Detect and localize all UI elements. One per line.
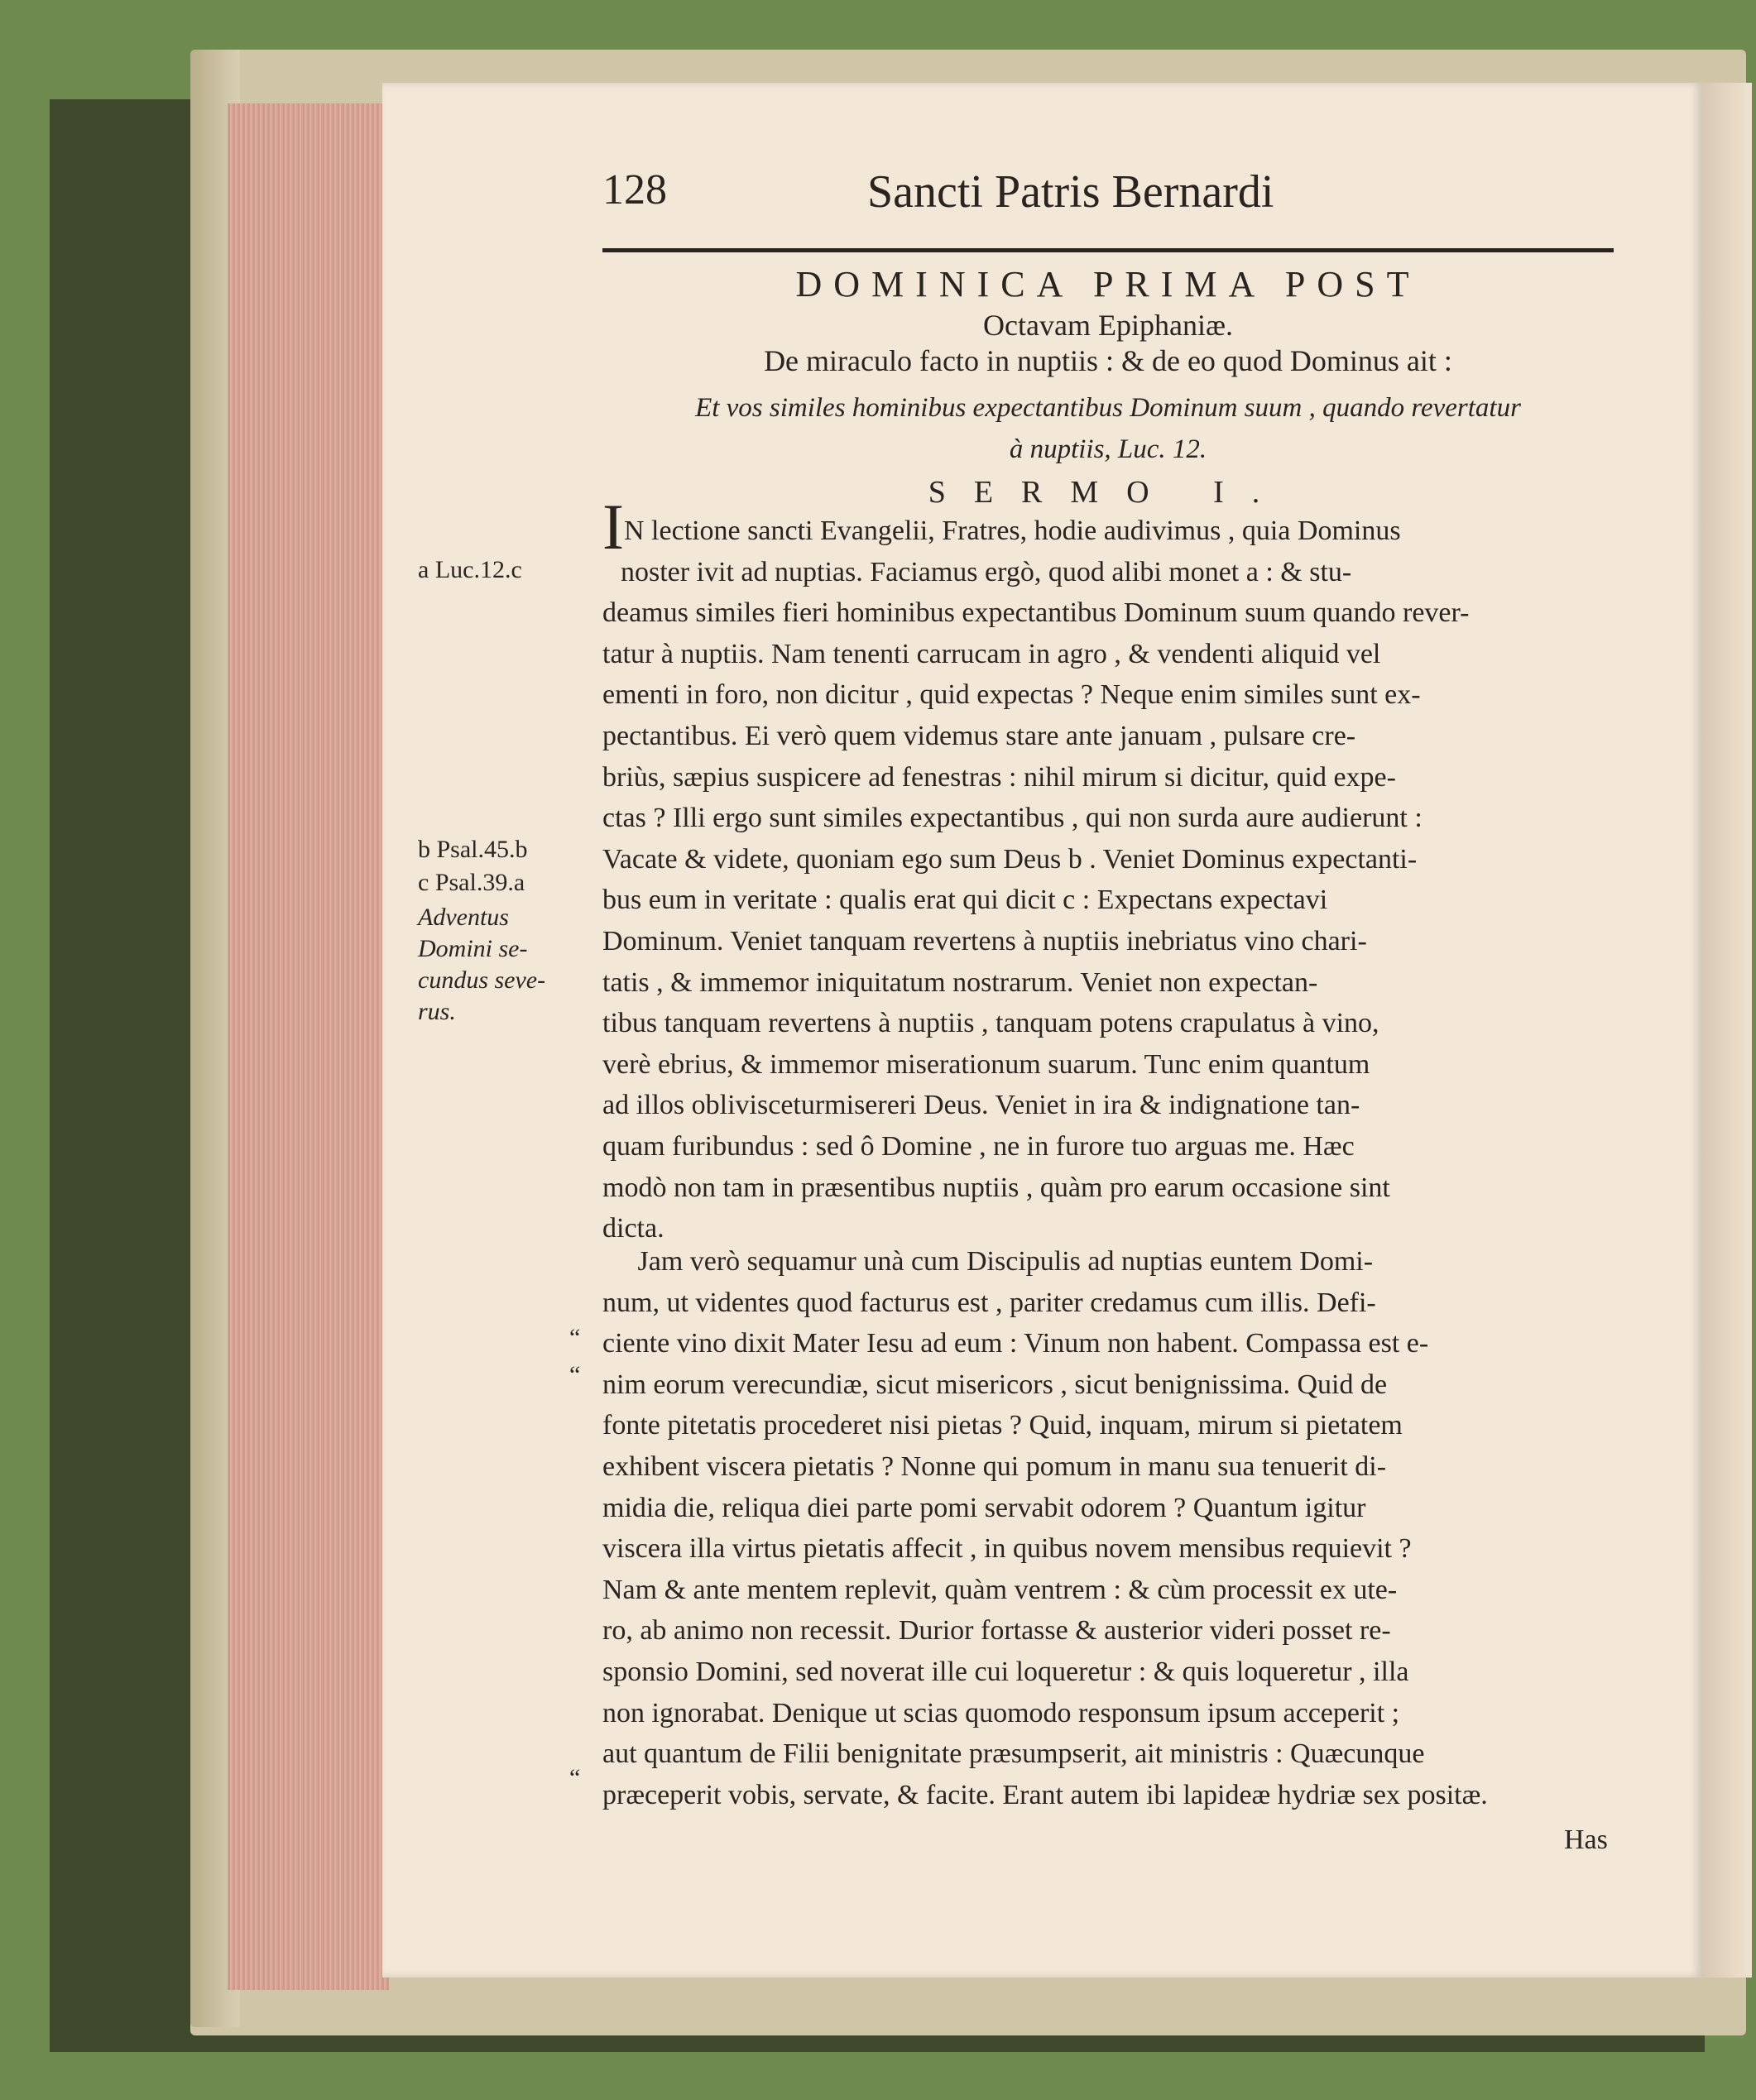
- margin-note-a: a Luc.12.c: [418, 556, 522, 583]
- margin-note-side: cundus seve-: [418, 966, 546, 994]
- text-line: Dominum. Veniet tanquam revertens à nuptiis inebriatus vino chari-: [602, 925, 1367, 957]
- margin-note-side: rus.: [418, 998, 456, 1025]
- margin-note-side: Adventus: [418, 904, 509, 931]
- text-line: midia die, reliqua diei parte pomi servabit odorem ? Quantum igitur: [602, 1492, 1366, 1523]
- text-line: Jam verò sequamur unà cum Discipulis ad nuptias euntem Domi-: [602, 1246, 1374, 1277]
- text-line: ro, ab animo non recessit. Durior fortasse & austerior videri posset re-: [602, 1615, 1391, 1647]
- text-line: pectantibus. Ei verò quem videmus stare ante januam , pulsare cre-: [602, 720, 1356, 751]
- text-line: nim eorum verecundiæ, sicut misericors , sicut benignissima. Quid de: [602, 1369, 1388, 1400]
- text-line: ementi in foro, non dicitur , quid expectas ? Neque enim similes sunt ex-: [602, 679, 1421, 711]
- text-line: tatur à nuptiis. Nam tenenti carrucam in agro , & vendenti aliquid vel: [602, 638, 1381, 669]
- text-line: fonte pitetatis procederet nisi pietas ? Quid, inquam, mirum si pietatem: [602, 1410, 1403, 1441]
- text-line: Vacate & videte, quoniam ego sum Deus b . Veniet Dominus expectanti-: [602, 843, 1418, 875]
- paragraph-2: [602, 1241, 1629, 1815]
- text-line: noster ivit ad nuptias. Faciamus ergò, quod alibi monet a : & stu-: [621, 556, 1352, 587]
- running-head: [602, 165, 1612, 232]
- quote-mark: “: [569, 1361, 581, 1388]
- scripture-verse: [602, 387, 1614, 470]
- margin-note-b: b Psal.45.b: [418, 836, 528, 863]
- margin-note-side: Domini se-: [418, 935, 528, 962]
- text-line: exhibent viscera pietatis ? Nonne qui pomum in manu sua tenuerit di-: [602, 1450, 1387, 1482]
- text-line: tatis , & immemor iniquitatum nostrarum. Veniet non expectan-: [602, 966, 1318, 998]
- text-line: bus eum in veritate : qualis erat qui dicit c : Expectans expectavi: [602, 885, 1328, 916]
- text-line: verè ebrius, & immemor miserationum suarum. Tunc enim quantum: [602, 1048, 1370, 1080]
- quote-mark: “: [569, 1324, 581, 1351]
- text-line: præceperit vobis, servate, & facite. Erant autem ibi lapideæ hydriæ sex positæ.: [602, 1779, 1488, 1810]
- running-title: Sancti Patris Bernardi: [867, 166, 1274, 218]
- margin-note-c: c Psal.39.a: [418, 869, 525, 896]
- text-line: quam furibundus : sed ô Domine , ne in furore tuo arguas me. Hæc: [602, 1130, 1355, 1162]
- text-line: tibus tanquam revertens à nuptiis , tanquam potens crapulatus à vino,: [602, 1008, 1379, 1039]
- text-line: modò non tam in præsentibus nuptiis , quàm pro earum occasione sint: [602, 1172, 1390, 1203]
- text-line: ctas ? Illi ergo sunt similes expectantibus , qui non surda aure audierunt :: [602, 803, 1423, 834]
- verse-line: à nuptiis, Luc. 12.: [1009, 434, 1207, 464]
- verse-line: Et vos similes hominibus expectantibus Dominum suum , quando revertatur: [695, 393, 1521, 423]
- text-line: viscera illa virtus pietatis affecit , in quibus novem mensibus requievit ?: [602, 1533, 1412, 1565]
- section-subtitle: Octavam Epiphaniæ.: [983, 309, 1233, 342]
- text-line: aut quantum de Filii benignitate præsumpserit, ait ministris : Quæcunque: [602, 1738, 1425, 1770]
- page-number: 128: [602, 166, 667, 213]
- text-line: ad illos oblivisceturmisereri Deus. Veniet in ira & indignatione tan-: [602, 1090, 1360, 1121]
- text-line: briùs, sæpius suspicere ad fenestras : nihil mirum si dicitur, quid expe-: [602, 761, 1396, 793]
- text-line: dicta.: [602, 1213, 664, 1244]
- header-rule: [602, 248, 1614, 252]
- text-line: sponsio Domini, sed noverat ille cui loqueretur : & quis loqueretur , illa: [602, 1656, 1409, 1687]
- page-edges: [228, 103, 389, 1990]
- text-line: deamus similes fieri hominibus expectantibus Dominum suum quando rever-: [602, 597, 1470, 629]
- text-line: IN lectione sancti Evangelii, Fratres, hodie audivimus , quia Dominus: [602, 491, 1401, 563]
- text-line: num, ut videntes quod facturus est , pariter credamus cum illis. Defi-: [602, 1287, 1376, 1318]
- text-line: non ignorabat. Denique ut scias quomodo responsum ipsum acceperit ;: [602, 1697, 1400, 1728]
- catchword: Has: [1564, 1824, 1608, 1855]
- sermon-heading: SERMO I.: [928, 475, 1288, 510]
- text-line: ciente vino dixit Mater Iesu ad eum : Vinum non habent. Compassa est e-: [602, 1328, 1429, 1359]
- section-argument: De miraculo facto in nuptiis : & de eo quod Dominus ait :: [764, 344, 1452, 377]
- drop-cap: I: [602, 491, 624, 563]
- quote-mark: “: [569, 1764, 581, 1791]
- page-gutter: [1702, 83, 1752, 1978]
- section-title: DOMINICA PRIMA POST: [795, 264, 1421, 304]
- text-line: Nam & ante mentem replevit, quàm ventrem : & cùm processit ex ute-: [602, 1574, 1398, 1605]
